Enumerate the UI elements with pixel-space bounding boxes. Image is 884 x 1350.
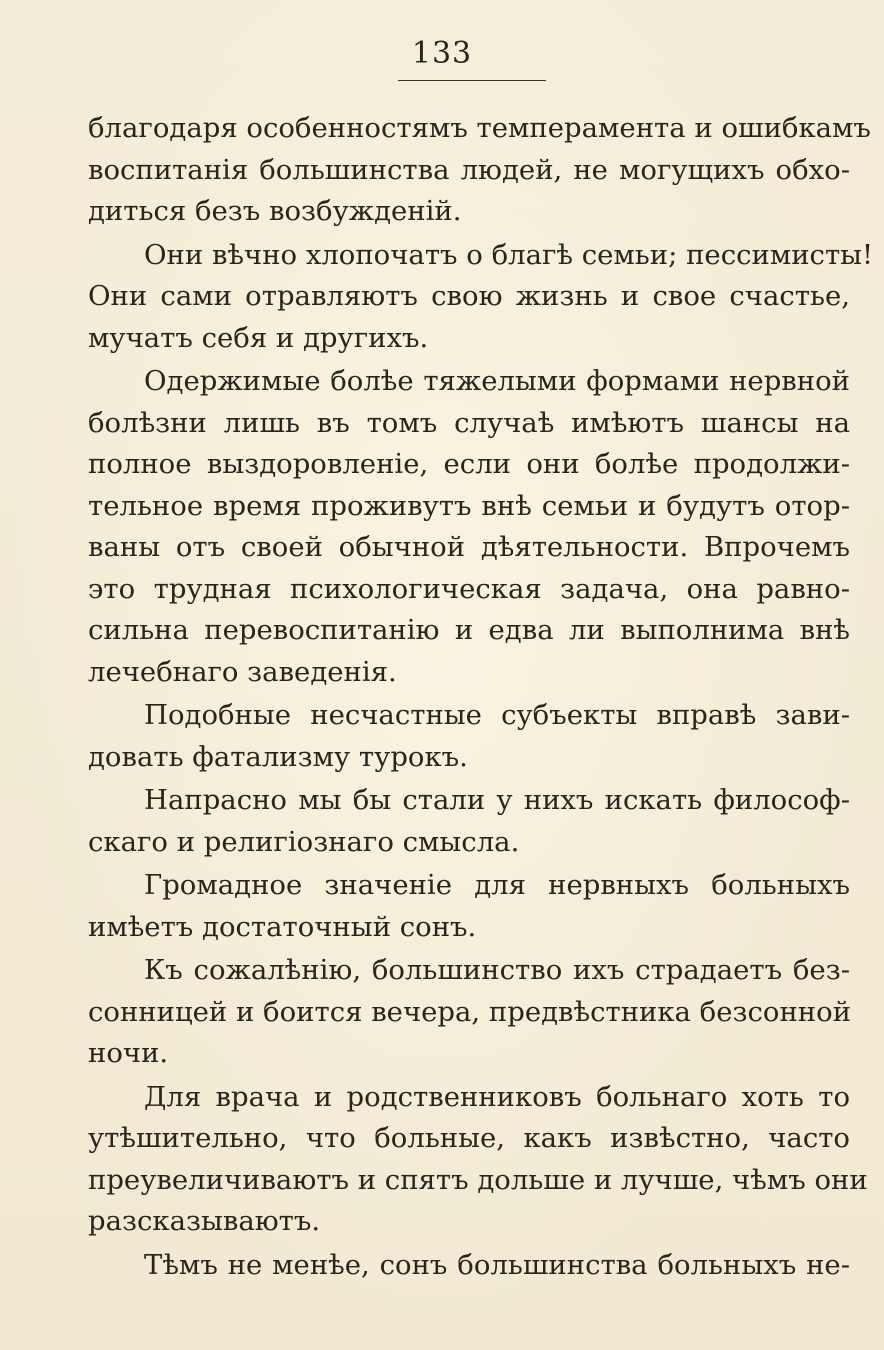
text-line: полное выздоровленіе, если они болѣе продолжи- — [88, 448, 850, 480]
text-line: сонницей и боится вечера, предвѣстника безсонной — [88, 995, 852, 1028]
text-line: сильна перевоспитанію и едва ли выполнима внѣ — [88, 614, 850, 646]
text-line: благодаря особенностямъ темперамента и ошибкамъ — [88, 112, 871, 144]
text-line: ваны отъ своей обычной дѣятельности. Впрочемъ — [88, 531, 850, 563]
text-line: Громадное значеніе для нервныхъ больныхъ — [144, 869, 850, 901]
header-rule — [398, 80, 546, 81]
text-line: лечебнаго заведенія. — [88, 655, 397, 688]
text-line: Тѣмъ не менѣе, сонъ большинства больныхъ не- — [144, 1248, 850, 1281]
text-line: довать фатализму турокъ. — [88, 740, 468, 773]
text-line: Одержимые болѣе тяжелыми формами нервной — [144, 365, 850, 397]
text-line: имѣетъ достаточный сонъ. — [88, 910, 477, 943]
page-number: 133 — [411, 36, 473, 71]
text-line: скаго и религіознаго смысла. — [88, 825, 520, 858]
text-line: болѣзни лишь въ томъ случаѣ имѣютъ шансы на — [88, 406, 850, 439]
text-line: Къ сожалѣнію, большинство ихъ страдаетъ без- — [144, 954, 850, 986]
text-line: Для врача и родственниковъ больнаго хоть то — [144, 1080, 850, 1113]
text-line: Подобные несчастные субъекты вправѣ зави- — [144, 699, 850, 731]
text-line: преувеличиваютъ и спятъ дольше и лучше, чѣмъ они — [88, 1163, 868, 1196]
text-line: ночи. — [88, 1037, 169, 1069]
text-line: Они вѣчно хлопочатъ о благѣ семьи; пессимисты! — [144, 238, 874, 271]
text-line: мучатъ себя и другихъ. — [88, 321, 429, 354]
text-line: воспитанія большинства людей, не могущихъ обхо- — [88, 153, 850, 186]
text-line: разсказываютъ. — [88, 1205, 321, 1237]
text-line: Напрасно мы бы стали у нихъ искать философ- — [144, 784, 850, 816]
body-text — [88, 108, 874, 1286]
text-line: тельное время проживутъ внѣ семьи и будутъ отор- — [88, 489, 850, 522]
text-line: диться безъ возбужденій. — [88, 195, 462, 227]
text-line: Они сами отравляютъ свою жизнь и свое счастье, — [88, 280, 850, 312]
text-line: это трудная психологическая задача, она равно- — [88, 572, 850, 605]
text-line: утѣшительно, что больные, какъ извѣстно, часто — [88, 1122, 850, 1154]
